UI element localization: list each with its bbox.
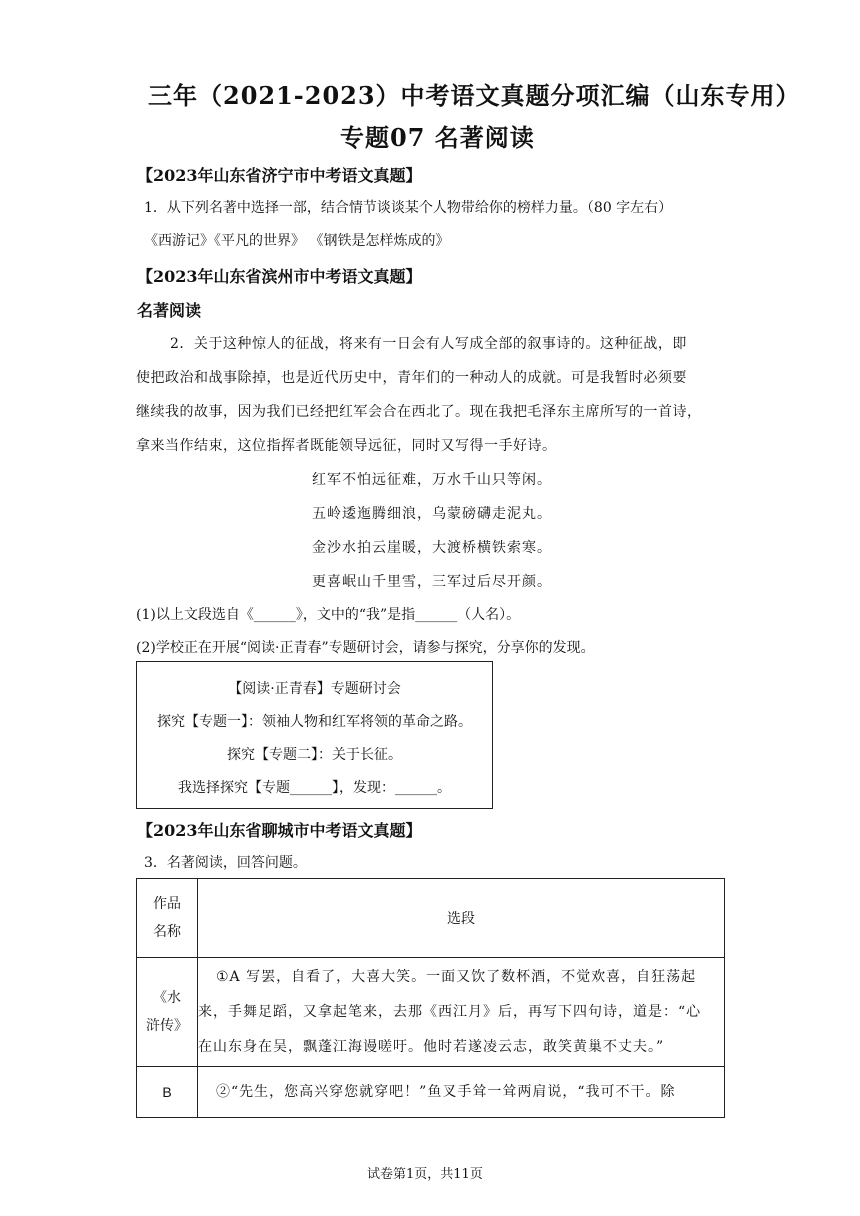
excerpt-line: 在山东身在吴，飘蓬江海谩嗟吁。他时若遂凌云志，敢笑黄巢不丈夫。” <box>198 1038 665 1055</box>
section-heading-binzhou: 【2023年山东省滨州市中考语文真题】 <box>137 267 422 286</box>
question-2-2: (2)学校正在开展“阅读·正青春”专题研讨会，请参与探究，分享你的发现。 <box>136 640 595 656</box>
work-name-cell <box>137 1067 198 1118</box>
passage-line: 拿来当作结束，这位指挥者既能领导远征，同时又写得一手好诗。 <box>136 438 557 454</box>
work-name-line: 《水 <box>153 990 181 1006</box>
header-work-name-line: 作品 <box>153 896 181 912</box>
topic-one: 探究【专题一】：领袖人物和红军将领的革命之路。 <box>157 714 472 730</box>
excerpt-line: 来，手舞足蹈，又拿起笔来，去那《西江月》后，再写下四句诗，道是：“心 <box>198 1003 702 1020</box>
document-title: 三年（2021-2023）中考语文真题分项汇编（山东专用） <box>148 81 801 110</box>
section-heading-liaocheng: 【2023年山东省聊城市中考语文真题】 <box>137 821 422 840</box>
excerpt-line: ①A 写罢，自看了，大喜大笑。一面又饮了数杯酒，不觉欢喜，自狂荡起 <box>216 968 697 985</box>
question-1: 1．从下列名著中选择一部，结合情节谈谈某个人物带给你的榜样力量。（80 字左右） <box>144 200 673 216</box>
work-name-line: B <box>162 1084 172 1100</box>
poem-line: 更喜岷山千里雪，三军过后尽开颜。 <box>312 574 552 590</box>
excerpt-table <box>136 878 725 1118</box>
seminar-title: 【阅读·正青春】专题研讨会 <box>228 681 401 697</box>
passage-line: 2．关于这种惊人的征战，将来有一日会有人写成全部的叙事诗的。这种征战，即 <box>170 336 687 352</box>
question-3: 3．名著阅读，回答问题。 <box>144 855 307 871</box>
passage-line: 继续我的故事，因为我们已经把红军会合在西北了。现在我把毛泽东主席所写的一首诗， <box>136 404 702 420</box>
header-work-name <box>137 879 198 958</box>
page-footer: 试卷第1页，共11页 <box>367 1167 483 1182</box>
table-row <box>137 958 725 1067</box>
table-header-row <box>137 879 725 958</box>
passage-line: 使把政治和战事除掉，也是近代历史中，青年们的一种动人的成就。可是我暂时必须要 <box>136 370 687 386</box>
header-excerpt: 选段 <box>198 879 725 958</box>
excerpt-cell <box>198 958 725 1067</box>
table-row <box>137 1067 725 1118</box>
poem-line: 金沙水拍云崖暖，大渡桥横铁索寒。 <box>312 540 552 556</box>
work-name-cell <box>137 958 198 1067</box>
seminar-box <box>136 661 493 809</box>
header-work-name-line: 名称 <box>153 924 181 940</box>
topic-choice: 我选择探究【专题______】，发现：______。 <box>178 780 451 796</box>
excerpt-cell <box>198 1067 725 1118</box>
subsection-heading: 名著阅读 <box>137 301 202 320</box>
poem-line: 红军不怕远征难，万水千山只等闲。 <box>312 472 552 488</box>
question-2-1: (1)以上文段选自《______》，文中的“我”是指______（人名）。 <box>136 607 521 623</box>
excerpt-line: ②“先生，您高兴穿您就穿吧！”鱼叉手耸一耸两肩说，“我可不干。除 <box>216 1083 676 1100</box>
topic-two: 探究【专题二】：关于长征。 <box>227 747 402 763</box>
work-name-line: 浒传》 <box>146 1018 188 1034</box>
book-list: 《西游记》《平凡的世界》 《钢铁是怎样炼成的》 <box>144 233 450 249</box>
topic-subtitle: 专题07 名著阅读 <box>340 123 535 152</box>
section-heading-jining: 【2023年山东省济宁市中考语文真题】 <box>137 166 422 185</box>
poem-line: 五岭逶迤腾细浪，乌蒙磅礴走泥丸。 <box>312 506 552 522</box>
